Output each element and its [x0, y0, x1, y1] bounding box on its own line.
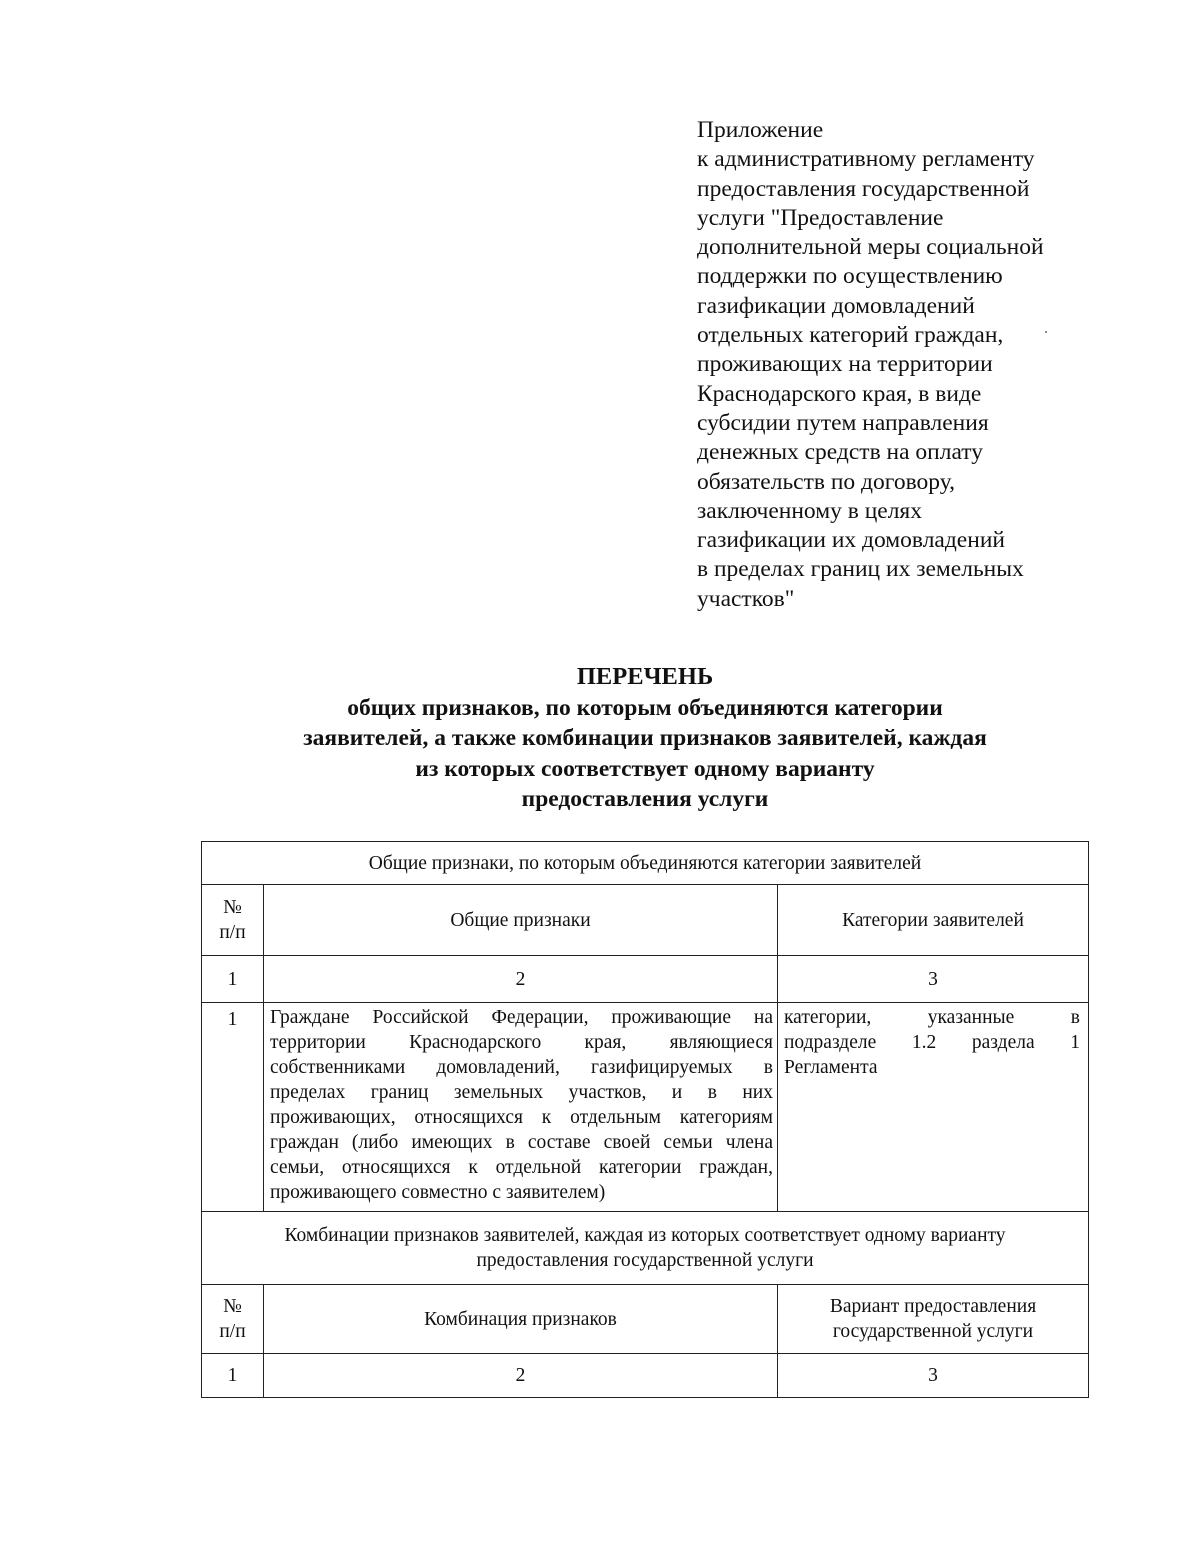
appendix-line: газификации их домовладений [697, 527, 1005, 554]
categories-word: раздела [971, 1032, 1035, 1053]
appendix-line: Приложение [697, 117, 824, 143]
col-number-header [202, 885, 264, 956]
col-variant-line: государственной услуги [832, 1321, 1034, 1342]
section2-numbering-row [202, 1354, 1089, 1398]
column-number: 1 [202, 956, 264, 1003]
document-title [200, 662, 1090, 815]
section2-heading-row [202, 1212, 1089, 1285]
categories-line [784, 1030, 1080, 1055]
categories-word: 1 [1070, 1032, 1080, 1053]
appendix-line: денежных средств на оплату [697, 439, 984, 466]
col-number-symbol: № [223, 897, 242, 918]
section2-header-row [202, 1285, 1089, 1354]
column-number: 3 [778, 956, 1089, 1003]
title-subtitle-line: заявителей, а также комбинации признаков заявителей, каждая [303, 725, 987, 751]
section1-heading: Общие признаки, по которым объединяются категории заявителей [202, 842, 1089, 885]
col-variant-header [778, 1285, 1089, 1354]
appendix-line: заключенному в целях [697, 497, 922, 524]
categories-line: Регламента [784, 1057, 878, 1078]
appendix-line: газификации домовладений [697, 292, 975, 319]
appendix-line: проживающих на территории [697, 351, 993, 378]
appendix-line: услуги "Предоставление [697, 204, 944, 231]
section1-numbering-row [202, 956, 1089, 1003]
categories-line [784, 1005, 1080, 1030]
col-number-abbr: п/п [219, 922, 246, 943]
title-subtitle-line: предоставления услуги [521, 786, 769, 812]
appendix-block [697, 116, 1117, 614]
row-index: 1 [202, 1003, 264, 1212]
section1-header-row [202, 885, 1089, 956]
appendix-line: обязательств по договору, [697, 468, 955, 495]
categories-word: 1.2 [911, 1032, 937, 1053]
title-main: ПЕРЕЧЕНЬ [576, 663, 714, 690]
appendix-line: Краснодарского края, в виде [697, 380, 982, 407]
registry-table [201, 841, 1089, 1398]
appendix-line: предоставления государственной [697, 175, 1030, 202]
scan-speck [1045, 331, 1047, 333]
col-number-abbr: п/п [219, 1321, 246, 1342]
row-categories [778, 1003, 1089, 1212]
col-number-symbol: № [223, 1296, 242, 1317]
row-signs-text: Граждане Российской Федерации, проживающие на территории Краснодарского края, являющиеся собственниками домовладений, газифицируемых в пределах границ земельных участков, и в них проживающих, относящихся к отдельным категориям граждан (либо имеющих в составе своей семьи члена семьи, относящихся к отдельной категории граждан, проживающего совместно с заявителем) [264, 1003, 778, 1212]
appendix-line: отдельных категорий граждан, [697, 322, 1004, 349]
col-combination-header: Комбинация признаков [264, 1285, 778, 1354]
section2-heading: Комбинации признаков заявителей, каждая из которых соответствует одному варианту предоставления государственной услуги [202, 1212, 1089, 1285]
categories-word: в [1070, 1007, 1080, 1028]
column-number: 1 [202, 1354, 264, 1398]
appendix-line: поддержки по осуществлению [697, 263, 1003, 290]
categories-word: подразделе [784, 1032, 877, 1053]
col-variant-line: Вариант предоставления [829, 1296, 1037, 1317]
title-subtitle-line: из которых соответствует одному варианту [415, 755, 875, 782]
col-number-header [202, 1285, 264, 1354]
appendix-line: в пределах границ их земельных [697, 556, 1024, 583]
appendix-line: участков" [697, 585, 795, 612]
title-subtitle-line: общих признаков, по которым объединяются категории [347, 694, 943, 721]
column-number: 3 [778, 1354, 1089, 1398]
table-row [202, 1003, 1089, 1212]
column-number: 2 [264, 1354, 778, 1398]
col-signs-header: Общие признаки [264, 885, 778, 956]
appendix-line: субсидии путем направления [697, 409, 989, 436]
categories-word: указанные [927, 1007, 1015, 1028]
section1-heading-row [202, 842, 1089, 885]
appendix-line: к административному регламенту [697, 146, 1035, 173]
column-number: 2 [264, 956, 778, 1003]
appendix-line: дополнительной меры социальной [697, 234, 1044, 261]
categories-word: категории, [784, 1007, 872, 1028]
col-categories-header: Категории заявителей [778, 885, 1089, 956]
